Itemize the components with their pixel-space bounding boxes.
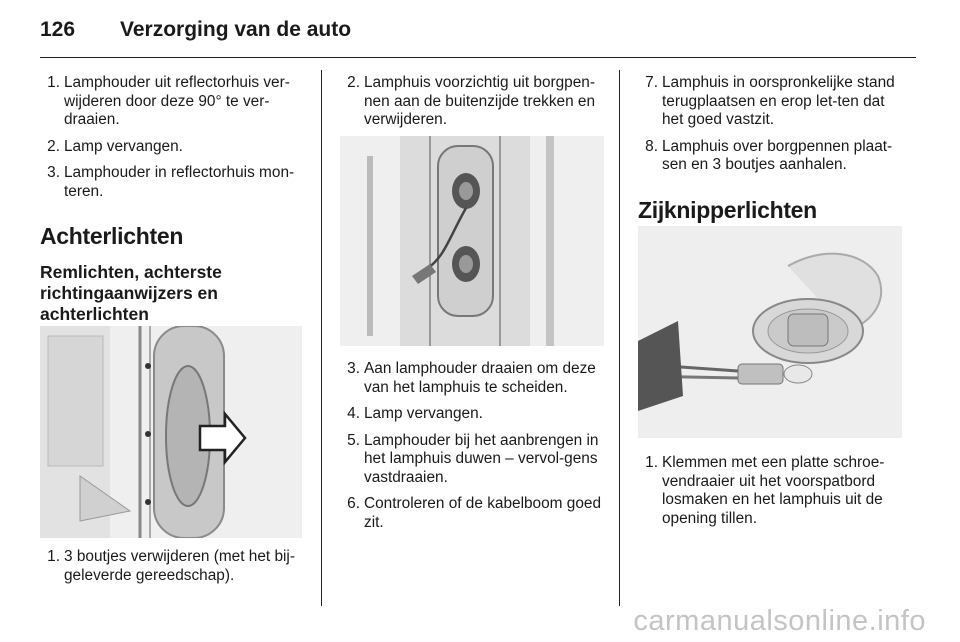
step-text: Lamp vervangen. (364, 405, 483, 422)
page-title: Verzorging van de auto (120, 18, 352, 41)
step-list (40, 548, 306, 585)
column-divider (321, 70, 322, 606)
list-item (340, 405, 606, 424)
step-list (638, 454, 904, 528)
list-item (40, 138, 306, 157)
step-number: 1 . (638, 454, 658, 473)
step-number: 1 . (40, 74, 60, 93)
step-number: 5 . (340, 432, 360, 451)
step-text: Lamphouder uit reflectorhuis ver-wijderen door deze 90° te ver-draaien. (64, 74, 290, 128)
step-list (340, 360, 606, 532)
column-1 (40, 74, 306, 325)
step-number: 8 . (638, 138, 658, 157)
list-item (40, 164, 306, 201)
list-item (340, 495, 606, 532)
step-text: Lamphuis over borgpennen plaat-sen en 3 boutjes aanhalen. (662, 137, 893, 173)
step-text: Klemmen met een platte schroe-vendraaier uit het voorspatbord losmaken en het lamphuis uit de opening tillen. (662, 454, 885, 527)
page-number: 126 (40, 18, 76, 41)
section-heading: Zijknipperlichten (638, 196, 817, 223)
side-indicator-removal-illustration (638, 226, 902, 438)
step-text: Controleren of de kabelboom goed zit. (364, 495, 602, 531)
lamp-housing-bulbs-illustration (340, 136, 604, 346)
step-number: 4 . (340, 405, 360, 424)
header-divider (40, 57, 916, 58)
step-text: Lamphouder bij het aanbrengen in het lamphuis duwen – vervol-gens vastdraaien. (364, 431, 599, 486)
step-text: Aan lamphouder draaien om deze van het lamphuis te scheiden. (364, 360, 596, 396)
watermark: carmanualsonline.info (633, 605, 926, 637)
step-text: 3 boutjes verwijderen (met het bij-geleverde gereedschap). (64, 548, 295, 584)
list-item (40, 74, 306, 130)
step-number: 6 . (340, 495, 360, 514)
column-2 (340, 74, 606, 138)
column-divider (619, 70, 620, 606)
step-number: 7 . (638, 74, 658, 93)
list-item (340, 360, 606, 397)
list-item (638, 138, 904, 175)
section-heading: Achterlichten (40, 223, 184, 249)
step-list (40, 74, 306, 201)
step-number: 3 . (340, 360, 360, 379)
step-number: 2 . (340, 74, 360, 93)
step-number: 2 . (40, 138, 60, 157)
step-number: 3 . (40, 164, 60, 183)
sub-heading: Remlichten, achterste richtingaanwijzers en achterlichten (40, 262, 222, 324)
step-list (340, 74, 606, 130)
column-3-lower (638, 454, 904, 536)
column-2-lower (340, 360, 606, 540)
step-text: Lamphouder in reflectorhuis mon-teren. (64, 164, 295, 200)
list-item (40, 548, 306, 585)
column-1-lower (40, 548, 306, 593)
rear-light-housing-illustration (40, 326, 302, 538)
step-text: Lamphuis voorzichtig uit borgpen-nen aan de buitenzijde trekken en verwijderen. (364, 74, 596, 128)
list-item (638, 454, 904, 528)
step-list (638, 74, 904, 175)
column-3 (638, 74, 904, 236)
list-item (340, 74, 606, 130)
list-item (638, 74, 904, 130)
step-text: Lamphuis in oorspronkelijke stand terugplaatsen en erop let-ten dat het goed vastzit. (662, 74, 895, 128)
step-number: 1 . (40, 548, 60, 567)
list-item (340, 432, 606, 488)
step-text: Lamp vervangen. (64, 137, 183, 155)
